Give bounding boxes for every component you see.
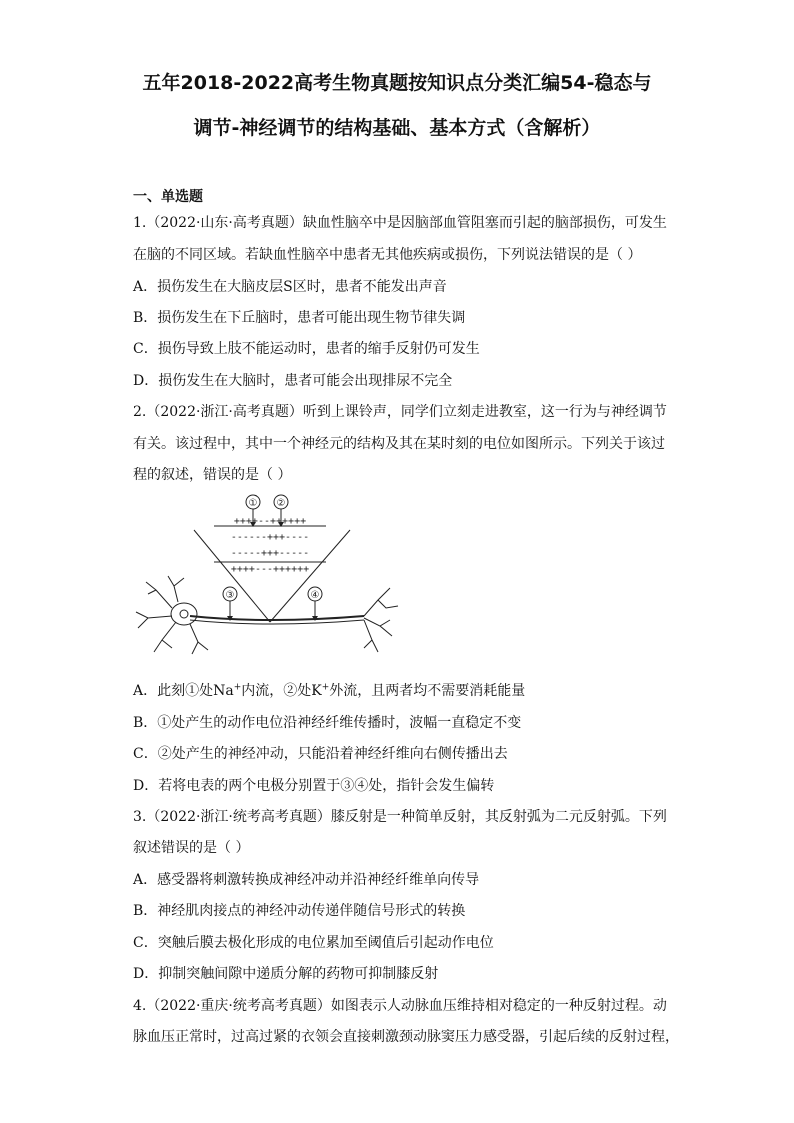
q2-option-b: B．①处产生的动作电位沿神经纤维传播时，波幅一直稳定不变 bbox=[133, 715, 522, 731]
potential-row-1: ++++--++++++ bbox=[233, 516, 307, 527]
q2-stem-line-1: 2.（2022·浙江·高考真题）听到上课铃声，同学们立刻走进教室，这一行为与神经调节 bbox=[133, 404, 667, 420]
potential-row-2: ------+++---- bbox=[230, 532, 310, 543]
q2-option-c: C．②处产生的神经冲动，只能沿着神经纤维向右侧传播出去 bbox=[133, 746, 508, 762]
q4-stem-line-1: 4.（2022·重庆·统考高考真题）如图表示人动脉血压维持相对稳定的一种反射过程。动 bbox=[133, 998, 667, 1014]
q2-stem-line-3: 程的叙述，错误的是（ ） bbox=[133, 467, 292, 483]
axon bbox=[190, 616, 364, 620]
q3-option-a: A．感受器将刺激转换成神经冲动并沿神经纤维单向传导 bbox=[133, 872, 480, 888]
q2-option-a: A．此刻①处Na+内流，②处K+外流，且两者均不需要消耗能量 bbox=[133, 682, 526, 699]
q3-stem-line-1: 3.（2022·浙江·统考高考真题）膝反射是一种简单反射，其反射弧为二元反射弧。下列 bbox=[133, 809, 667, 825]
q4-stem-line-2: 脉血压正常时，过高过紧的衣领会直接刺激颈动脉窦压力感受器，引起后续的反射过程， bbox=[133, 1029, 679, 1045]
label-3: ③ bbox=[225, 590, 235, 601]
document-title-line-1: 五年2018-2022高考生物真题按知识点分类汇编54-稳态与 bbox=[142, 72, 652, 94]
q1-stem-line-2: 在脑的不同区域。若缺血性脑卒中患者无其他疾病或损伤，下列说法错误的是（ ） bbox=[133, 247, 642, 263]
potential-row-4: ++++---++++++ bbox=[230, 564, 310, 575]
q3-option-d: D．抑制突触间隙中递质分解的药物可抑制膝反射 bbox=[133, 966, 439, 982]
section-heading: 一、单选题 bbox=[133, 189, 203, 205]
q1-option-c: C．损伤导致上肢不能运动时，患者的缩手反射仍可发生 bbox=[133, 341, 480, 357]
document-title-line-2: 调节-神经调节的结构基础、基本方式（含解析） bbox=[193, 117, 601, 139]
label-1: ① bbox=[248, 498, 258, 509]
label-4: ④ bbox=[310, 590, 320, 601]
cell-body bbox=[171, 603, 197, 625]
v-line-left bbox=[194, 530, 270, 622]
q1-option-a: A．损伤发生在大脑皮层S区时，患者不能发出声音 bbox=[133, 279, 447, 295]
q3-stem-line-2: 叙述错误的是（ ） bbox=[133, 840, 250, 856]
label-2: ② bbox=[276, 498, 286, 509]
q1-stem-line-1: 1.（2022·山东·高考真题）缺血性脑卒中是因脑部血管阻塞而引起的脑部损伤，可发生 bbox=[133, 215, 667, 231]
q3-option-b: B．神经肌肉接点的神经冲动传递伴随信号形式的转换 bbox=[133, 903, 466, 919]
potential-row-3: -----+++----- bbox=[230, 548, 310, 559]
q1-option-d: D．损伤发生在大脑时，患者可能会出现排尿不完全 bbox=[133, 373, 453, 389]
q1-option-b: B．损伤发生在下丘脑时，患者可能出现生物节律失调 bbox=[133, 310, 466, 326]
v-line-right bbox=[270, 530, 350, 622]
neuron-potential-figure bbox=[128, 490, 408, 670]
q3-option-c: C．突触后膜去极化形成的电位累加至阈值后引起动作电位 bbox=[133, 935, 494, 951]
q2-option-d: D．若将电表的两个电极分别置于③④处，指针会发生偏转 bbox=[133, 778, 495, 794]
q2-stem-line-2: 有关。该过程中，其中一个神经元的结构及其在某时刻的电位如图所示。下列关于该过 bbox=[133, 436, 665, 452]
